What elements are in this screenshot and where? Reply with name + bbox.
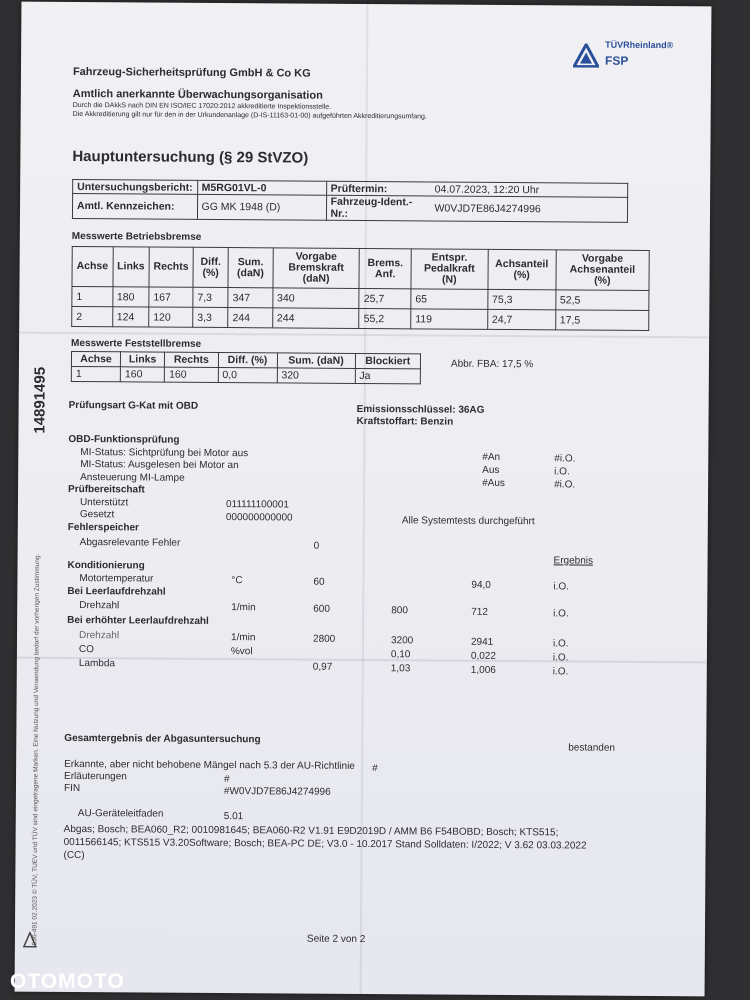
accreditation-line-1: Durch die DAkkS nach DIN EN ISO/IEC 17020:2012 akkreditierte Inspektionsstelle. bbox=[72, 101, 332, 111]
betriebsbremse-header-cell: Rechts bbox=[149, 247, 193, 287]
gesetzt-value: 000000000000 bbox=[225, 512, 293, 524]
emission-key: Emissionsschlüssel: 36AG bbox=[356, 403, 485, 416]
betriebsbremse-header-cell: Vorgabe Achsenanteil (%) bbox=[556, 250, 650, 291]
betriebsbremse-header-cell: Diff. (%) bbox=[193, 247, 229, 287]
betriebsbremse-cell: 119 bbox=[411, 309, 488, 330]
obd-row-value: #Aus bbox=[482, 477, 505, 489]
bericht-value: M5RG01VL-0 bbox=[197, 180, 326, 195]
erhoeht-label: CO bbox=[78, 644, 94, 656]
fehler-label: Abgasrelevante Fehler bbox=[79, 537, 181, 549]
abgas-geraet-line: 0011566145; KTS515 V3.20Software; Bosch; BEA-PC DE; V3.0 - 10.2017 Stand Solldaten: I/2022; V 3.62 03.03.2022 bbox=[63, 836, 587, 852]
feststellbremse-header-cell: Sum. (daN) bbox=[277, 353, 355, 369]
erhoeht-value: 0,022 bbox=[470, 650, 496, 662]
motortemp-min: 60 bbox=[313, 576, 325, 588]
page-footer: Seite 2 von 2 bbox=[306, 933, 366, 946]
au-leitfaden-value: 5.01 bbox=[223, 811, 244, 823]
betriebsbremse-cell: 75,3 bbox=[487, 289, 555, 309]
feststellbremse-cell: 320 bbox=[277, 368, 355, 384]
leerlauf-min: 600 bbox=[313, 603, 330, 615]
betriebsbremse-header-cell: Links bbox=[112, 247, 149, 287]
erhoeht-value: 1,006 bbox=[470, 664, 496, 676]
obd-row-label: Ansteuerung MI-Lampe bbox=[80, 472, 185, 484]
obd-row-result: #i.O. bbox=[554, 479, 576, 491]
au-leitfaden-label: AU-Geräteleitfaden bbox=[77, 808, 164, 820]
erhoeht-max: 1,03 bbox=[390, 663, 411, 675]
fehler-value: 0 bbox=[313, 540, 320, 552]
org-title: Amtlich anerkannte Überwachungsorganisation bbox=[72, 87, 323, 102]
gesetzt-label: Gesetzt bbox=[79, 509, 115, 521]
feststellbremse-header-cell: Links bbox=[121, 352, 165, 367]
betriebsbremse-cell: 65 bbox=[411, 289, 488, 310]
logo-brand-text: TÜVRheinland® bbox=[605, 39, 674, 51]
systemtests-note: Alle Systemtests durchgeführt bbox=[401, 515, 535, 528]
company-name: Fahrzeug-Sicherheitsprüfung GmbH & Co KG bbox=[72, 65, 311, 80]
side-copyright-text: 536-491 02.2023 © TÜV, TUEV und TÜV sind eingetragene Marken. Eine Nutzung und Verwendung bedarf der vorherigen Zustimmung. bbox=[31, 553, 42, 946]
obd-row-value: #An bbox=[482, 451, 501, 463]
betriebsbremse-header-cell: Entspr. Pedalkraft (N) bbox=[411, 249, 488, 290]
obd-row-result: i.O. bbox=[554, 466, 570, 478]
feststellbremse-header-cell: Rechts bbox=[165, 352, 218, 367]
betriebsbremse-cell: 347 bbox=[228, 288, 273, 308]
leerlauf-title: Bei Leerlaufdrehzahl bbox=[67, 585, 166, 598]
unterstuetzt-label: Unterstützt bbox=[79, 497, 129, 509]
feststellbremse-header-cell: Blockiert bbox=[355, 353, 421, 368]
betriebsbremse-cell: 55,2 bbox=[359, 308, 411, 328]
feststellbremse-header-cell: Diff. (%) bbox=[218, 352, 277, 367]
betriebsbremse-header-cell: Achsanteil (%) bbox=[488, 249, 556, 289]
betriebsbremse-cell: 244 bbox=[272, 308, 359, 329]
tuv-small-logo-icon bbox=[23, 932, 37, 948]
feststellbremse-title: Messwerte Feststellbremse bbox=[71, 337, 202, 350]
otomoto-watermark: OTOMOTO bbox=[10, 970, 125, 993]
betriebsbremse-cell: 180 bbox=[112, 287, 149, 307]
betriebsbremse-header-cell: Brems. Anf. bbox=[359, 248, 411, 288]
maengel-label: Erkannte, aber nicht behobene Mängel nach 5.3 der AU-Richtlinie bbox=[64, 758, 355, 772]
erhoeht-max: 0,10 bbox=[390, 649, 411, 661]
erhoeht-label: Drehzahl bbox=[79, 630, 120, 642]
termin-value: 04.07.2023, 12:20 Uhr bbox=[431, 182, 628, 197]
feststellbremse-cell: Ja bbox=[355, 368, 421, 383]
fin-value: #W0VJD7E86J4274996 bbox=[223, 786, 331, 798]
betriebsbremse-cell: 1 bbox=[72, 286, 113, 306]
logo-fsp-text: FSP bbox=[605, 53, 629, 68]
tuv-triangle-logo-icon bbox=[573, 43, 599, 67]
konditionierung-title: Konditionierung bbox=[67, 559, 145, 572]
erhoeht-min: 0,97 bbox=[312, 661, 333, 673]
document-title: Hauptuntersuchung (§ 29 StVZO) bbox=[72, 147, 309, 167]
feststellbremse-table bbox=[71, 351, 421, 384]
leerlauf-max: 800 bbox=[391, 605, 408, 617]
feststellbremse-cell: 160 bbox=[165, 367, 218, 382]
betriebsbremse-header-cell: Sum. (daN) bbox=[228, 248, 273, 288]
betriebsbremse-cell: 25,7 bbox=[359, 288, 411, 308]
fin-label: FIN bbox=[63, 782, 81, 795]
report-info-table bbox=[72, 179, 628, 223]
erhoeht-value: 2941 bbox=[470, 636, 494, 648]
abbr-fba: Abbr. FBA: 17,5 % bbox=[450, 358, 534, 371]
leerlauf-unit: 1/min bbox=[231, 602, 256, 614]
betriebsbremse-cell: 24,7 bbox=[487, 309, 555, 329]
erhoeht-result: i.O. bbox=[552, 652, 569, 664]
feststellbremse-header-cell: Achse bbox=[71, 351, 120, 366]
abgas-geraet-line: Abgas; Bosch; BEA060_R2; 0010981645; BEA060-R2 V1.91 E9D2019D / AMM B6 F54BOBD; Bosch; KTS515; bbox=[63, 823, 559, 839]
erhoeht-result: i.O. bbox=[552, 638, 569, 650]
ergebnis-header: Ergebnis bbox=[553, 555, 594, 567]
motortemp-result: i.O. bbox=[553, 581, 569, 593]
fuel-type: Kraftstoffart: Benzin bbox=[356, 415, 454, 428]
termin-label: Prüftermin: bbox=[326, 181, 431, 196]
kennzeichen-label: Amtl. Kennzeichen: bbox=[72, 193, 197, 219]
betriebsbremse-cell: 167 bbox=[149, 287, 193, 307]
side-serial-number: 14891495 bbox=[31, 366, 49, 434]
erhoeht-max: 3200 bbox=[390, 635, 414, 647]
betriebsbremse-table bbox=[71, 246, 650, 331]
pruefbereitschaft-title: Prüfbereitschaft bbox=[68, 483, 145, 496]
accreditation-line-2: Die Akkreditierung gilt nur für den in der Urkundenanlage (D-IS-11163-01-00) aufgeführten Akkreditierungsumfang. bbox=[72, 110, 427, 121]
maengel-value: # bbox=[372, 763, 378, 775]
erhoeht-result: i.O. bbox=[552, 666, 569, 678]
motortemp-value: 94,0 bbox=[471, 579, 491, 591]
betriebsbremse-header-cell: Vorgabe Bremskraft (daN) bbox=[273, 248, 360, 289]
erhoeht-label: Lambda bbox=[78, 658, 116, 670]
betriebsbremse-cell: 52,5 bbox=[555, 290, 649, 311]
leerlauf-value: 712 bbox=[471, 606, 488, 618]
fehlerspeicher-title: Fehlerspeicher bbox=[67, 521, 139, 534]
bericht-label: Untersuchungsbericht: bbox=[73, 179, 198, 194]
report-paper bbox=[15, 2, 712, 997]
betriebsbremse-title: Messwerte Betriebsbremse bbox=[71, 230, 202, 243]
betriebsbremse-cell: 340 bbox=[272, 288, 359, 309]
leerlauf-label: Drehzahl bbox=[79, 600, 120, 612]
motortemp-unit: °C bbox=[231, 575, 243, 587]
betriebsbremse-cell: 3,3 bbox=[193, 307, 228, 327]
abgas-geraet-line: (CC) bbox=[63, 849, 85, 862]
ident-value: W0VJD7E86J4274996 bbox=[430, 196, 627, 222]
obd-row-result: #i.O. bbox=[554, 453, 576, 465]
erhoeht-min: 2800 bbox=[312, 633, 336, 645]
pruefungsart: Prüfungsart G-Kat mit OBD bbox=[68, 399, 199, 412]
betriebsbremse-cell: 17,5 bbox=[555, 310, 649, 331]
erhoeht-unit: %vol bbox=[230, 646, 253, 658]
kennzeichen-value: GG MK 1948 (D) bbox=[197, 194, 326, 220]
betriebsbremse-cell: 124 bbox=[112, 307, 149, 327]
gesamtergebnis-title: Gesamtergebnis der Abgasuntersuchung bbox=[64, 732, 261, 746]
feststellbremse-cell: 0,0 bbox=[218, 367, 277, 382]
obd-title: OBD-Funktionsprüfung bbox=[68, 433, 180, 446]
betriebsbremse-cell: 7,3 bbox=[193, 287, 228, 307]
obd-row-label: MI-Status: Ausgelesen bei Motor an bbox=[80, 459, 239, 472]
betriebsbremse-cell: 2 bbox=[72, 306, 113, 326]
betriebsbremse-cell: 244 bbox=[228, 308, 273, 328]
ident-label: Fahrzeug-Ident.-Nr.: bbox=[326, 195, 431, 221]
obd-row-value: Aus bbox=[482, 464, 500, 476]
erhoeht-title: Bei erhöhter Leerlaufdrehzahl bbox=[67, 614, 209, 627]
erlaeuterungen-label: Erläuterungen bbox=[64, 770, 127, 783]
betriebsbremse-cell: 120 bbox=[149, 307, 193, 327]
erhoeht-unit: 1/min bbox=[230, 632, 256, 644]
betriebsbremse-header-cell: Achse bbox=[72, 246, 113, 286]
feststellbremse-cell: 1 bbox=[71, 366, 120, 381]
motortemp-label: Motortemperatur bbox=[79, 573, 154, 585]
obd-row-label: MI-Status: Sichtprüfung bei Motor aus bbox=[80, 447, 249, 460]
feststellbremse-cell: 160 bbox=[120, 367, 164, 382]
gesamtergebnis-result: bestanden bbox=[568, 742, 616, 754]
unterstuetzt-value: 011111100001 bbox=[225, 499, 290, 511]
erlaeuterungen-value: # bbox=[223, 774, 230, 786]
leerlauf-result: i.O. bbox=[553, 608, 569, 620]
